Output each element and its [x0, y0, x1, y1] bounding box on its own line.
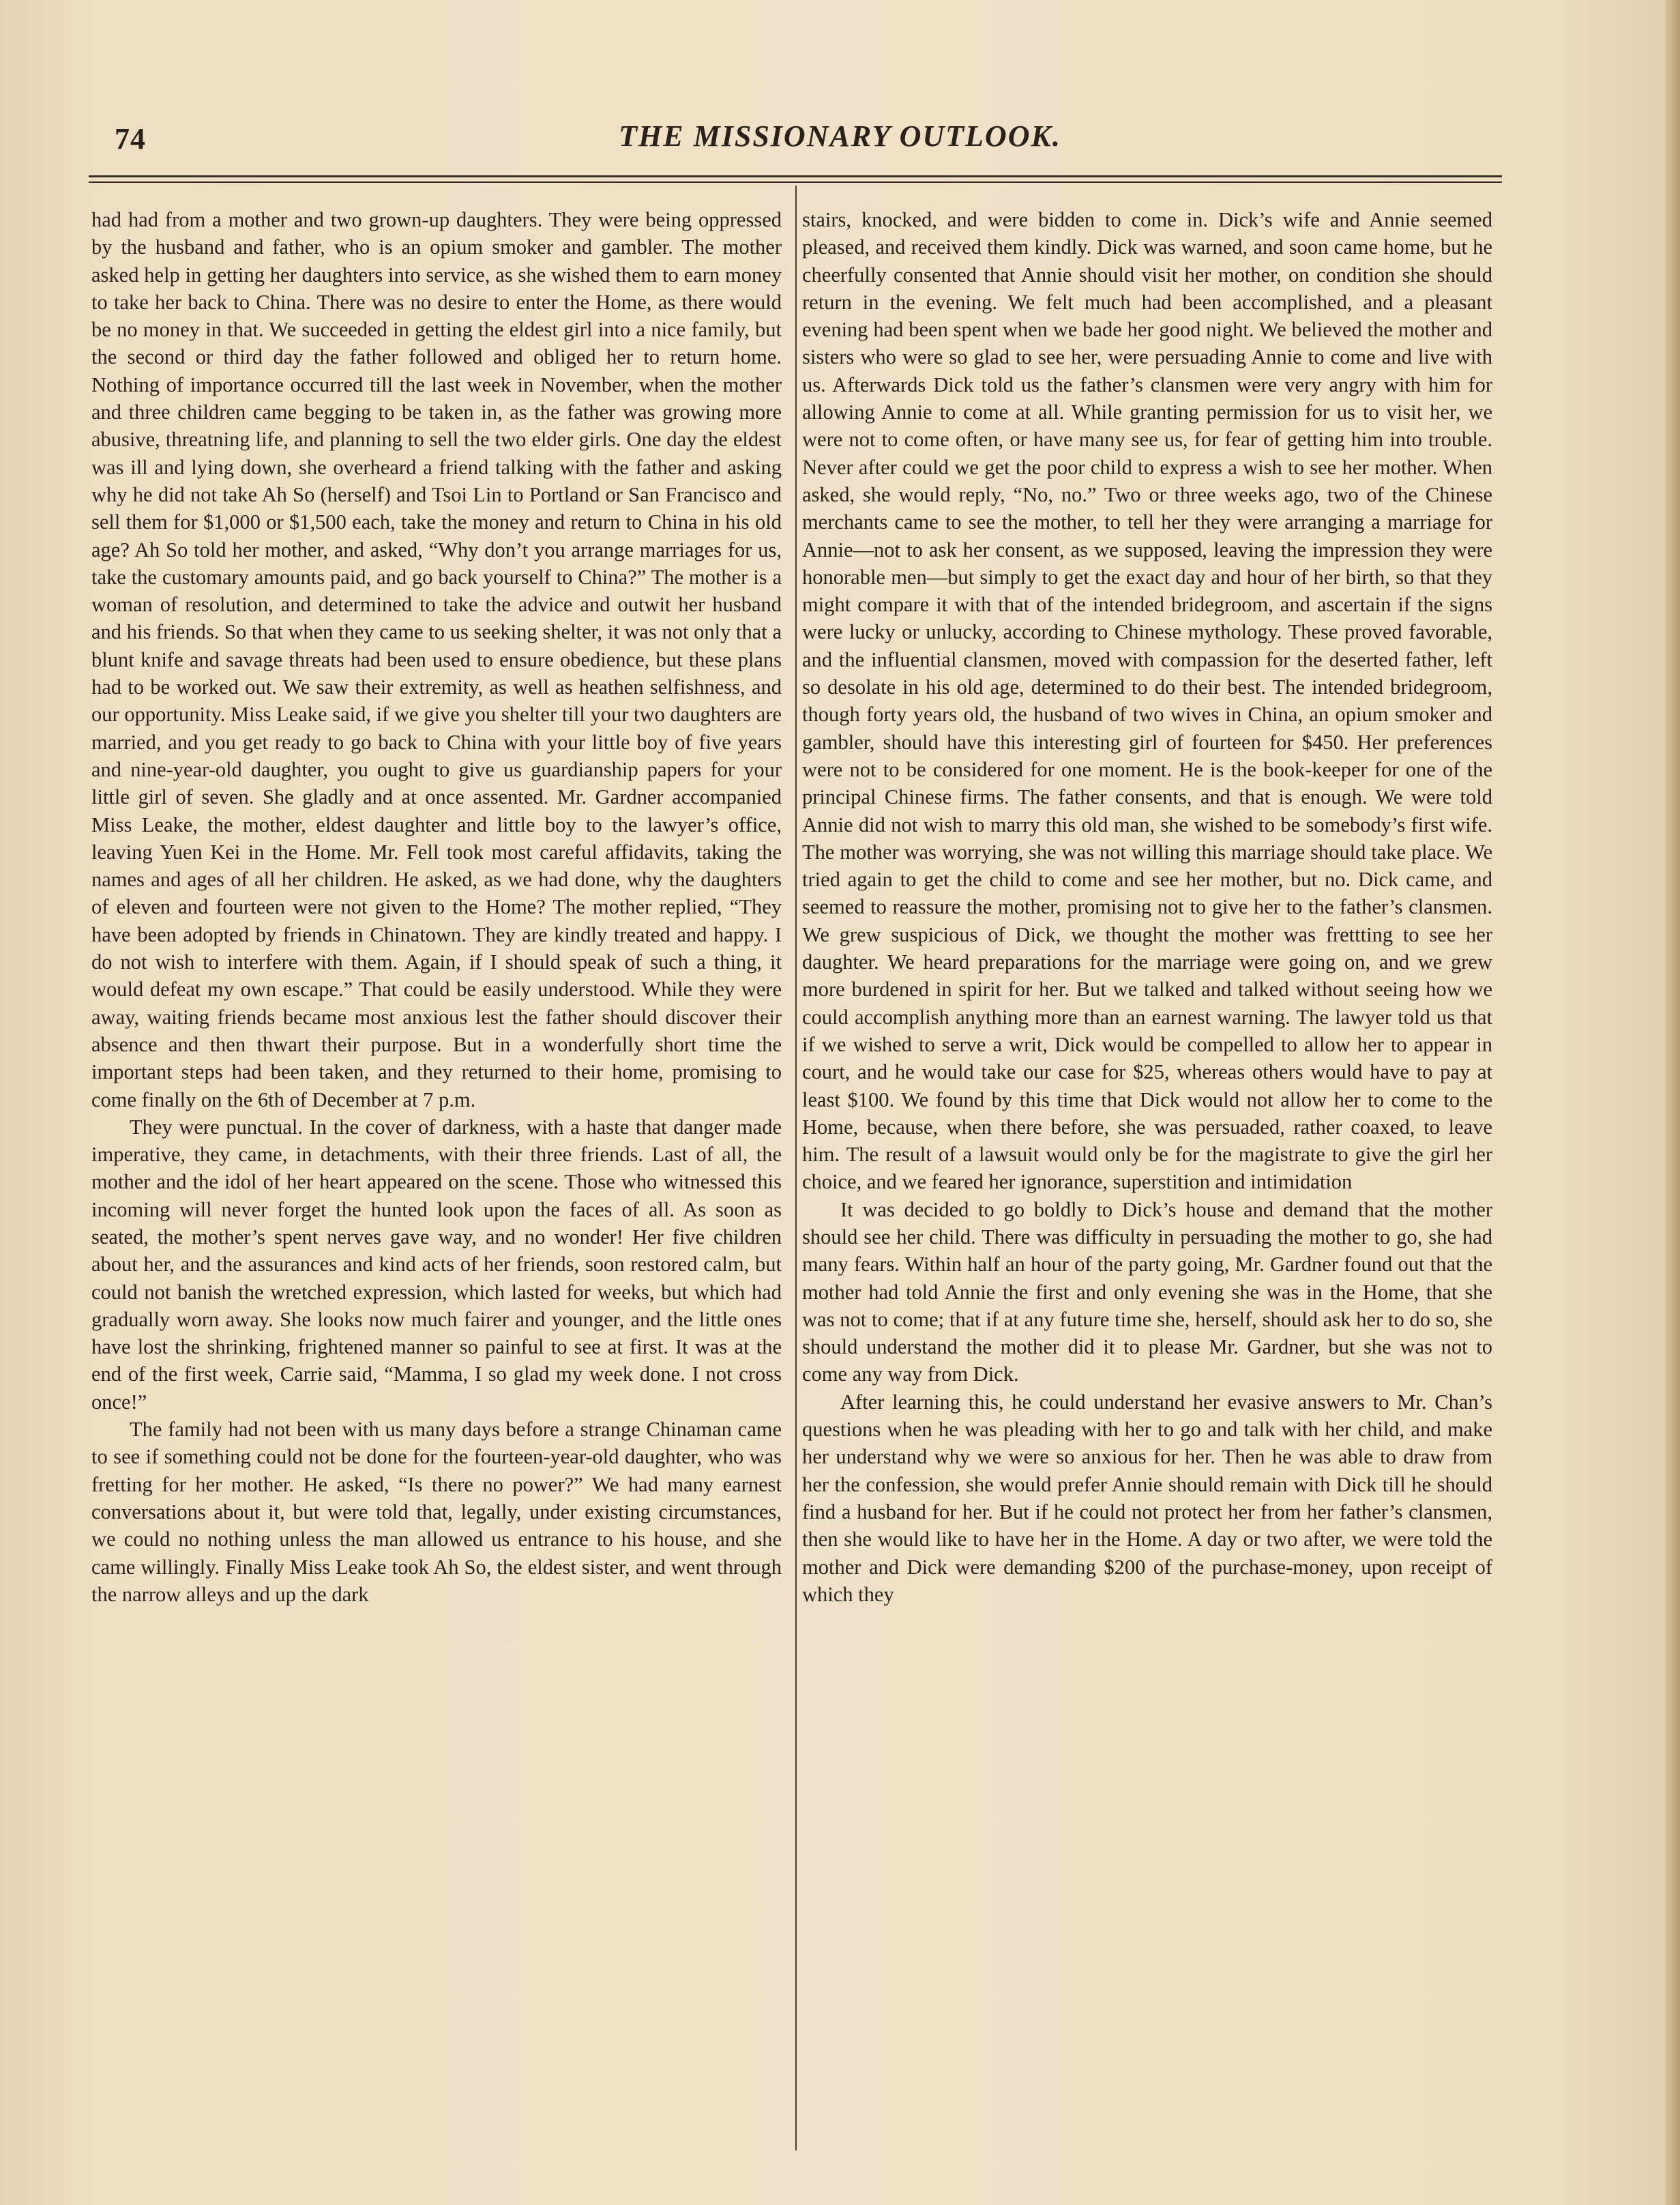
- header-rule-top: [89, 175, 1502, 177]
- column-divider: [795, 186, 797, 2150]
- header-rule-bottom: [89, 181, 1502, 183]
- page-number: 74: [115, 122, 146, 156]
- paragraph: They were punctual. In the cover of darkness, with a haste that danger made imperative, they came, in detachments, with their three friends. Last of all, the mother and the idol of her heart appeared on the scene. Those who witnessed this incoming will never forget the hunted look upon the faces of all. As soon as seated, the mother’s spent nerves gave way, and no wonder! Her five children about her, and the assurances and kind acts of her friends, soon restored calm, but could not banish the wretched expression, which lasted for weeks, but which had gradually worn away. She looks now much fairer and younger, and the little ones have lost the shrinking, frightened manner so painful to see at first. It was at the end of the first week, Carrie said, “Mamma, I so glad my week done. I not cross once!”: [91, 1115, 782, 1414]
- page-edge: [1665, 0, 1680, 2205]
- left-column: [91, 206, 782, 1608]
- paragraph: It was decided to go boldly to Dick’s house and demand that the mother should see her child. There was difficulty in persuading the mother to go, she had many fears. Within half an hour of the party going, Mr. Gardner found out that the mother had told Annie the first and only evening she was in the Home, that she was not to come; that if at any future time she, herself, should ask her to do so, she should understand the mother did it to please Mr. Gardner, but she was not to come any way from Dick.: [802, 1197, 1492, 1386]
- right-column: [802, 206, 1492, 1608]
- running-title: THE MISSIONARY OUTLOOK.: [619, 119, 1061, 153]
- paragraph: The family had not been with us many days before a strange Chinaman came to see if something could not be done for the fourteen-year-old daughter, who was fretting for her mother. He asked, “Is there no power?” We had many earnest conversations about it, but were told that, legally, under existing circumstances, we could no nothing unless the man allowed us entrance to his house, and she came willingly. Finally Miss Leake took Ah So, the eldest sister, and went through the narrow alleys and up the dark: [91, 1418, 782, 1606]
- paragraph: stairs, knocked, and were bidden to come in. Dick’s wife and Annie seemed pleased, and received them kindly. Dick was warned, and soon came home, but he cheerfully consented that Annie should visit her mother, on condition she should return in the evening. We felt much had been accomplished, and a pleasant evening had been spent when we bade her good night. We believed the mother and sisters who were so glad to see her, were persuading Annie to come and live with us. Afterwards Dick told us the father’s clansmen were very angry with him for allowing Annie to come at all. While granting permission for us to visit her, we were not to come often, or have many see us, for fear of getting him into trouble. Never after could we get the poor child to express a wish to see her mother. When asked, she would reply, “No, no.” Two or three weeks ago, two of the Chinese merchants came to see the mother, to tell her they were arranging a marriage for Annie—not to ask her consent, as we supposed, leaving the impression they were honorable men—but simply to get the exact day and hour of her birth, so that they might compare it with that of the intended bridegroom, and ascertain if the signs were lucky or unlucky, according to Chinese mythology. These proved favorable, and the influential clansmen, moved with compassion for the deserted father, left so desolate in his old age, determined to do their best. The intended bridegroom, though forty years old, the husband of two wives in China, an opium smoker and gambler, should have this interesting girl of fourteen for $450. Her preferences were not to be considered for one moment. He is the book-keeper for one of the principal Chinese firms. The father consents, and that is enough. We were told Annie did not wish to marry this old man, she wished to be somebody’s first wife. The mother was worrying, she was not willing this marriage should take place. We tried again to get the child to come and see her mother, but no. Dick came, and seemed to reassure the mother, promising not to give her to the father’s clansmen. We grew suspicious of Dick, we thought the mother was frettting to see her daughter. We heard preparations for the marriage were going on, and we grew more burdened in spirit for her. But we talked and talked without seeing how we could accomplish anything more than an earnest warning. The lawyer told us that if we wished to serve a writ, Dick would be compelled to allow her to appear in court, and he would take our case for $25, whereas others would have to pay at least $100. We found by this time that Dick would not allow her to come to the Home, because, when there before, she was persuaded, rather coaxed, to leave him. The result of a lawsuit would only be for the magistrate to give the girl her choice, and we feared her ignorance, superstition and intimidation: [802, 208, 1492, 1194]
- paragraph: After learning this, he could understand her evasive answers to Mr. Chan’s questions when he was pleading with her to go and talk with her child, and make her understand why we were so anxious for her. Then he was able to draw from her the confession, she would prefer Annie should remain with Dick till he should find a husband for her. But if he could not protect her from her father’s clansmen, then she would like to have her in the Home. A day or two after, we were told the mother and Dick were demanding $200 of the purchase-money, upon receipt of which they: [802, 1390, 1492, 1606]
- paragraph: had had from a mother and two grown-up daughters. They were being oppressed by the husband and father, who is an opium smoker and gambler. The mother asked help in getting her daughters into service, as she wished them to earn money to take her back to China. There was no desire to enter the Home, as there would be no money in that. We succeeded in getting the eldest girl into a nice family, but the second or third day the father followed and obliged her to return home. Nothing of importance occurred till the last week in November, when the mother and three children came begging to be taken in, as the father was growing more abusive, threatning life, and planning to sell the two elder girls. One day the eldest was ill and lying down, she overheard a friend talking with the father and asking why he did not take Ah So (herself) and Tsoi Lin to Portland or San Francisco and sell them for $1,000 or $1,500 each, take the money and return to China in his old age? Ah So told her mother, and asked, “Why don’t you arrange marriages for us, take the customary amounts paid, and go back yourself to China?” The mother is a woman of resolution, and determined to take the advice and outwit her husband and his friends. So that when they came to us seeking shelter, it was not only that a blunt knife and savage threats had been used to ensure obedience, but these plans had to be worked out. We saw their extremity, as well as heathen selfishness, and our opportunity. Miss Leake said, if we give you shelter till your two daughters are married, and you get ready to go back to China with your little boy of five years and nine-year-old daughter, you ought to give us guardianship papers for your little girl of seven. She gladly and at once assented. Mr. Gardner accompanied Miss Leake, the mother, eldest daughter and little boy to the lawyer’s office, leaving Yuen Kei in the Home. Mr. Fell took most careful affidavits, taking the names and ages of all her children. He asked, as we had done, why the daughters of eleven and fourteen were not given to the Home? The mother replied, “They have been adopted by friends in Chinatown. They are kindly treated and happy. I do not wish to interfere with them. Again, if I should speak of such a thing, it would defeat my own escape.” That could be easily understood. While they were away, waiting friends became most anxious lest the father should discover their absence and then thwart their purpose. But in a wonderfully short time the important steps had been taken, and they returned to their home, promising to come finally on the 6th of December at 7 p.m.: [91, 208, 782, 1111]
